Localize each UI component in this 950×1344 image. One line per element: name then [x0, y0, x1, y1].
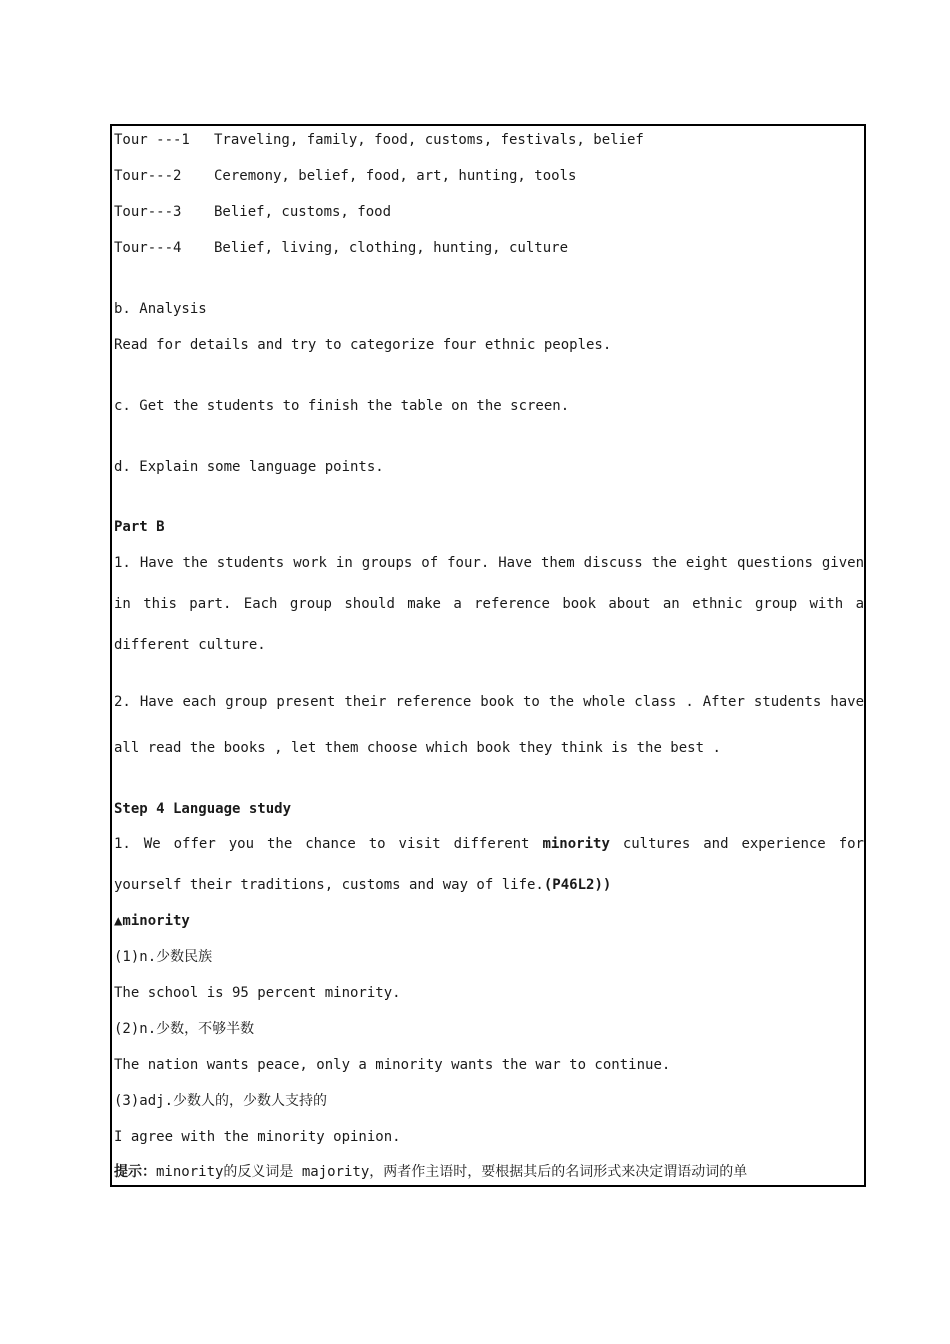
tip-label: 提示： — [114, 1164, 156, 1180]
part-b-heading: Part B — [114, 519, 165, 535]
vocab-def-2: (2)n.少数，不够半数 — [114, 1021, 255, 1037]
page-reference: (P46L2)) — [543, 877, 612, 893]
tour-items: Ceremony, belief, food, art, hunting, tools — [214, 168, 577, 184]
keyword-minority: minority — [542, 836, 610, 852]
tour-items: Belief, living, clothing, hunting, culture — [214, 240, 569, 256]
tip-line — [114, 1163, 747, 1181]
sentence-start: 1. We offer you the chance to visit different — [114, 836, 530, 852]
vocab-example-1: The school is 95 percent minority. — [114, 985, 401, 1001]
sentence-end: cultures and experience for — [622, 836, 864, 852]
vocab-example-2: The nation wants peace, only a minority wants the war to continue. — [114, 1057, 671, 1073]
step4-sentence-line2 — [114, 876, 611, 894]
step4-heading: Step 4 Language study — [114, 801, 292, 817]
part-b-p1-line3: different culture. — [114, 637, 266, 653]
step-d-text: d. Explain some language points. — [114, 459, 384, 475]
step4-sentence-line1 — [114, 835, 864, 853]
tour-row — [114, 167, 576, 185]
analysis-heading: b. Analysis — [114, 301, 207, 317]
vocab-def-3: (3)adj.少数人的，少数人支持的 — [114, 1093, 328, 1109]
vocab-example-3: I agree with the minority opinion. — [114, 1129, 401, 1145]
tour-label: Tour---4 — [114, 240, 182, 256]
step-c-text: c. Get the students to finish the table on the screen. — [114, 398, 570, 414]
tour-items: Traveling, family, food, customs, festivals, belief — [214, 132, 644, 148]
part-b-p1-line1: 1. Have the students work in groups of four. Have them discuss the eight questions given — [114, 555, 864, 571]
tour-row — [114, 131, 644, 149]
tour-label: Tour---2 — [114, 168, 182, 184]
part-b-p2-line1: 2. Have each group present their reference book to the whole class . After students have — [114, 694, 864, 710]
tip-text: minority的反义词是 majority，两者作主语时，要根据其后的名词形式来决定谓语动词的单 — [156, 1164, 748, 1180]
analysis-text: Read for details and try to categorize four ethnic peoples. — [114, 337, 612, 353]
tour-label: Tour---3 — [114, 204, 182, 220]
tour-row — [114, 239, 568, 257]
tour-items: Belief, customs, food — [214, 204, 392, 220]
tour-label: Tour ---1 — [114, 132, 190, 148]
sentence-line2-text: yourself their traditions, customs and way of life. — [114, 877, 544, 893]
vocab-def-1: (1)n.少数民族 — [114, 949, 213, 965]
vocab-heading: ▲minority — [114, 913, 190, 929]
tour-row — [114, 203, 391, 221]
part-b-p2-line2: all read the books , let them choose which book they think is the best . — [114, 740, 721, 756]
part-b-p1-line2: in this part. Each group should make a reference book about an ethnic group with a — [114, 596, 864, 612]
